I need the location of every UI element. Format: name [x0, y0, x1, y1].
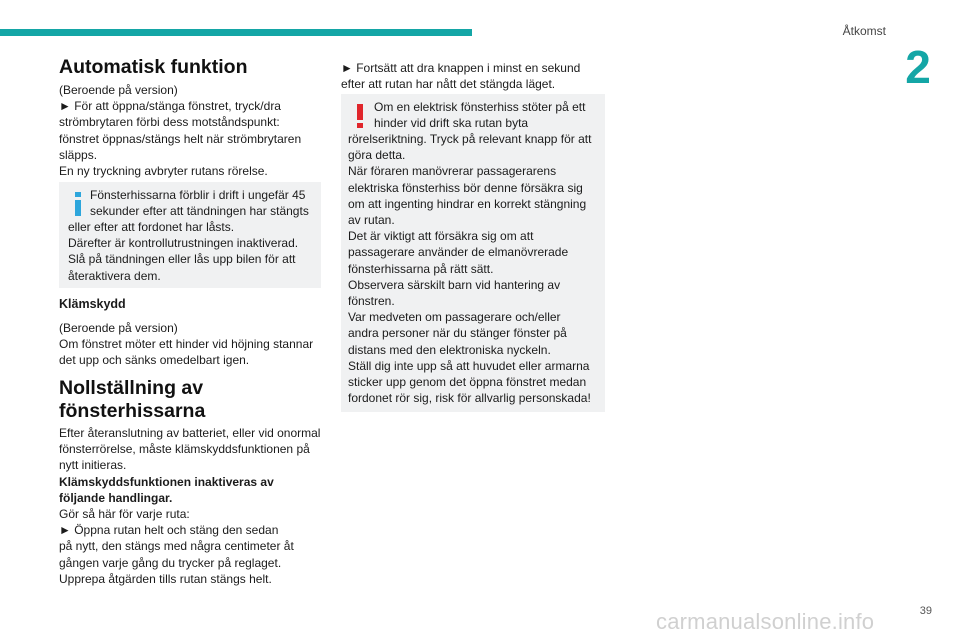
paragraph-reset-intro: Efter återanslutning av batteriet, eller vid onormal fönsterrörelse, måste klämskyddsfunktionen på nytt initieras. — [59, 426, 321, 473]
page-number: 39 — [919, 605, 932, 617]
heading-automatic-function: Automatisk funktion — [59, 56, 248, 78]
warning-box — [341, 94, 605, 412]
warning-first-lines: Om en elektrisk fönsterhiss stöter på ett hinder vid drift ska rutan byta — [374, 100, 586, 131]
paragraph-reset-bold: Klämskyddsfunktionen inaktiveras av följande handlingar. — [59, 475, 274, 506]
paragraph-reset-steps: Gör så här för varje ruta: ► Öppna rutan helt och stäng den sedan på nytt, den stängs med några centimeter åt gången varje gång du trycker på reglaget. Upprepa åtgärden tills rutan stängs helt. — [59, 507, 294, 586]
info-box — [59, 182, 321, 288]
paragraph-continue-pull: ► Fortsätt att dra knappen i minst en sekund efter att rutan har nått det stängda läget. — [341, 61, 581, 92]
chapter-accent-bar — [0, 29, 472, 36]
info-rest-lines: eller efter att fordonet har låsts. Därefter är kontrollutrustningen inaktiverad. Slå på tändningen eller lås upp bilen för att återaktivera dem. — [68, 220, 299, 283]
section-title: Åtkomst — [842, 24, 886, 38]
chapter-number: 2 — [905, 41, 931, 93]
paragraph-pinch-protection: (Beroende på version) Om fönstret möter ett hinder vid höjning stannar det upp och sänks omedelbart igen. — [59, 321, 314, 368]
heading-reset-window-lifts: Nollställning av fönsterhissarna — [59, 377, 206, 422]
warning-rest-lines: rörelseriktning. Tryck på relevant knapp för att göra detta. När föraren manövrerar passagerarens elektriska fönsterhiss bör denne försäkra sig om att ingenting hindrar en korrekt stängning av rutan. Det är viktigt att försäkra sig om att passagerare använder de elmanövrerade fönsterhissarna på rätt sätt. Observera särskilt barn vid hantering av fönstren. Var medveten om passagerare och/eller andra personer när du stänger fönster på distans med den elektroniska nyckeln. Ställ dig inte upp så att huvudet eller armarna sticker upp genom det öppna fönstret medan fordonet rör sig, risk för allvarlig personskada! — [348, 132, 592, 406]
paragraph-automatic-function: (Beroende på version) ► För att öppna/stänga fönstret, tryck/dra strömbrytaren förbi dess motståndspunkt: fönstret öppnas/stängs helt när strömbrytaren släpps. En ny tryckning avbryter rutans rörelse. — [59, 83, 302, 179]
info-icon — [73, 192, 83, 216]
warning-exclamation-icon — [356, 104, 364, 128]
watermark: carmanualsonline.info — [656, 609, 875, 634]
subheading-pinch-protection: Klämskydd — [59, 297, 126, 311]
info-first-lines: Fönsterhissarna förblir i drift i ungefär 45 sekunder efter att tändningen har stängts — [90, 188, 309, 219]
